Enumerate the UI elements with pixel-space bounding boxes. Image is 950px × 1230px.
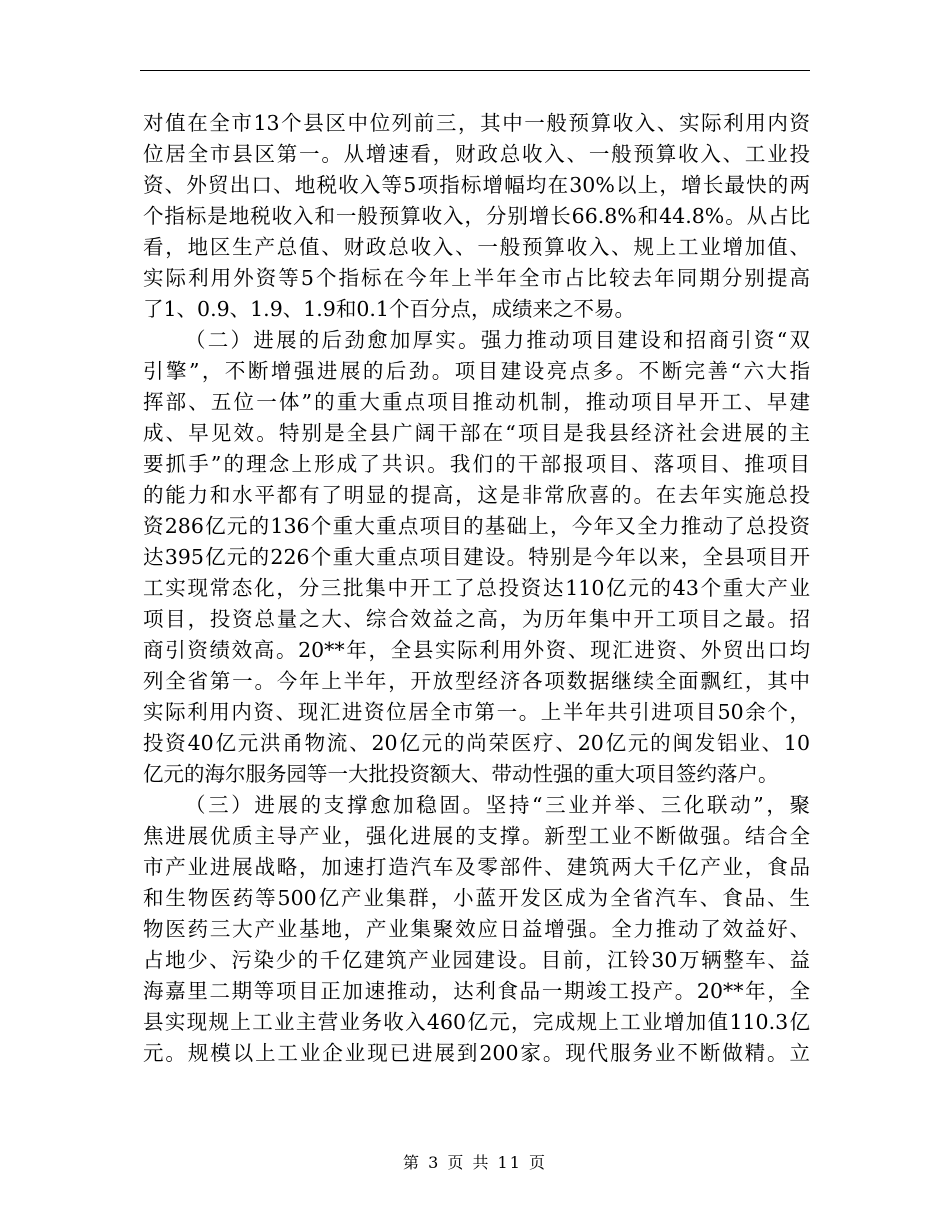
text-line: 占地少、污染少的千亿建筑产业园建设。目前，江铃30万辆整车、益 xyxy=(143,948,810,972)
text-line: （二）进展的后劲愈加厚实。强力推动项目建设和招商引资“双 xyxy=(185,328,810,352)
document-body xyxy=(143,108,810,1069)
text-line: 成、早见效。特别是全县广阔干部在“项目是我县经济社会进展的主 xyxy=(143,421,810,445)
header-rule xyxy=(140,70,810,71)
text-line: 海嘉里二期等项目正加速推动，达利食品一期竣工投产。20**年，全 xyxy=(143,979,810,1003)
text-line: （三）进展的支撑愈加稳固。坚持“三业并举、三化联动”，聚 xyxy=(185,793,810,817)
text-line: 对值在全市13个县区中位列前三，其中一般预算收入、实际利用内资 xyxy=(143,111,810,135)
text-line: 资、外贸出口、地税收入等5项指标增幅均在30%以上，增长最快的两 xyxy=(143,173,810,197)
text-line: 项目，投资总量之大、综合效益之高，为历年集中开工项目之最。招 xyxy=(143,607,810,631)
text-line: 列全省第一。今年上半年，开放型经济各项数据继续全面飘红，其中 xyxy=(143,669,810,693)
text-line: 焦进展优质主导产业，强化进展的支撑。新型工业不断做强。结合全 xyxy=(143,824,810,848)
text-line: 亿元的海尔服务园等一大批投资额大、带动性强的重大项目签约落户。 xyxy=(143,762,779,786)
text-line: 实际利用外资等5个指标在今年上半年全市占比较去年同期分别提高 xyxy=(143,266,810,290)
text-line: 资286亿元的136个重大重点项目的基础上，今年又全力推动了总投资 xyxy=(143,514,810,538)
text-line: 要抓手”的理念上形成了共识。我们的干部报项目、落项目、推项目 xyxy=(143,452,810,476)
text-line: 达395亿元的226个重大重点项目建设。特别是今年以来，全县项目开 xyxy=(143,545,810,569)
text-line: 物医药三大产业基地，产业集聚效应日益增强。全力推动了效益好、 xyxy=(143,917,810,941)
text-line: 商引资绩效高。20**年，全县实际利用外资、现汇进资、外贸出口均 xyxy=(143,638,810,662)
text-line: 个指标是地税收入和一般预算收入，分别增长66.8%和44.8%。从占比 xyxy=(143,204,810,228)
text-line: 看，地区生产总值、财政总收入、一般预算收入、规上工业增加值、 xyxy=(143,235,810,259)
text-line: 工实现常态化，分三批集中开工了总投资达110亿元的43个重大产业 xyxy=(143,576,810,600)
text-line: 了1、0.9、1.9、1.9和0.1个百分点，成绩来之不易。 xyxy=(143,297,635,321)
text-line: 实际利用内资、现汇进资位居全市第一。上半年共引进项目50余个， xyxy=(143,700,810,724)
text-line: 投资40亿元洪甬物流、20亿元的尚荣医疗、20亿元的闽发铝业、10 xyxy=(143,731,810,755)
text-line: 和生物医药等500亿产业集群，小蓝开发区成为全省汽车、食品、生 xyxy=(143,886,810,910)
text-line: 市产业进展战略，加速打造汽车及零部件、建筑两大千亿产业，食品 xyxy=(143,855,810,879)
text-line: 的能力和水平都有了明显的提高，这是非常欣喜的。在去年实施总投 xyxy=(143,483,810,507)
text-line: 挥部、五位一体”的重大重点项目推动机制，推动项目早开工、早建 xyxy=(143,390,810,414)
text-line: 元。规模以上工业企业现已进展到200家。现代服务业不断做精。立 xyxy=(143,1041,810,1065)
text-line: 位居全市县区第一。从增速看，财政总收入、一般预算收入、工业投 xyxy=(143,142,810,166)
page-number: 第 3 页 共 11 页 xyxy=(403,1153,547,1172)
text-line: 引擎”，不断增强进展的后劲。项目建设亮点多。不断完善“六大指 xyxy=(143,359,810,383)
text-line: 县实现规上工业主营业务收入460亿元，完成规上工业增加值110.3亿 xyxy=(143,1010,810,1034)
